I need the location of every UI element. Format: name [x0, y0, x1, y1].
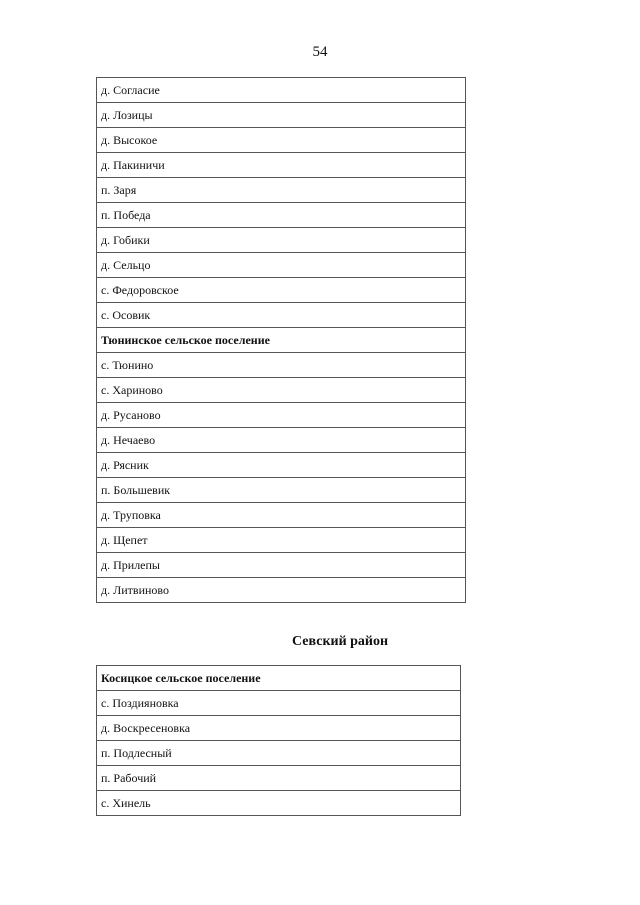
- settlement-cell: с. Хинель: [97, 791, 461, 816]
- settlement-cell: д. Щепет: [97, 528, 466, 553]
- settlement-cell: с. Поздияновка: [97, 691, 461, 716]
- table-row: [97, 503, 466, 528]
- settlement-cell: д. Высокое: [97, 128, 466, 153]
- settlement-cell: с. Тюнино: [97, 353, 466, 378]
- table-row: [97, 791, 461, 816]
- settlement-cell: п. Победа: [97, 203, 466, 228]
- table-row: [97, 578, 466, 603]
- settlement-cell: д. Труповка: [97, 503, 466, 528]
- table-row: [97, 528, 466, 553]
- table-row: [97, 178, 466, 203]
- settlement-cell: с. Федоровское: [97, 278, 466, 303]
- settlement-cell: д. Пакиничи: [97, 153, 466, 178]
- settlement-cell: с. Хариново: [97, 378, 466, 403]
- table-row: [97, 103, 466, 128]
- table-row: [97, 228, 466, 253]
- section-header-row: [97, 666, 461, 691]
- settlement-cell: д. Рясник: [97, 453, 466, 478]
- table-row: [97, 153, 466, 178]
- table-row: [97, 353, 466, 378]
- table-row: [97, 78, 466, 103]
- table-row: [97, 403, 466, 428]
- settlement-cell: д. Гобики: [97, 228, 466, 253]
- settlement-cell: д. Лозицы: [97, 103, 466, 128]
- table-row: [97, 553, 466, 578]
- section-header-cell: Косицкое сельское поселение: [97, 666, 461, 691]
- table-row: [97, 716, 461, 741]
- table-row: [97, 453, 466, 478]
- settlement-cell: д. Согласие: [97, 78, 466, 103]
- table-row: [97, 303, 466, 328]
- settlement-cell: п. Подлесный: [97, 741, 461, 766]
- settlement-cell: п. Рабочий: [97, 766, 461, 791]
- table-row: [97, 278, 466, 303]
- table-row: [97, 128, 466, 153]
- settlements-table-2: [96, 665, 461, 816]
- table-row: [97, 378, 466, 403]
- settlement-cell: д. Нечаево: [97, 428, 466, 453]
- settlement-cell: п. Заря: [97, 178, 466, 203]
- table-row: [97, 741, 461, 766]
- settlement-cell: п. Большевик: [97, 478, 466, 503]
- table-row: [97, 691, 461, 716]
- settlement-cell: д. Литвиново: [97, 578, 466, 603]
- settlement-cell: д. Русаново: [97, 403, 466, 428]
- district-heading: Севский район: [292, 634, 389, 649]
- page-number: 54: [312, 44, 328, 60]
- settlement-cell: д. Прилепы: [97, 553, 466, 578]
- settlement-cell: д. Сельцо: [97, 253, 466, 278]
- table-row: [97, 428, 466, 453]
- section-header-cell: Тюнинское сельское поселение: [97, 328, 466, 353]
- table-row: [97, 203, 466, 228]
- settlement-cell: д. Воскресеновка: [97, 716, 461, 741]
- settlement-cell: с. Осовик: [97, 303, 466, 328]
- table-row: [97, 766, 461, 791]
- table-row: [97, 478, 466, 503]
- table-row: [97, 253, 466, 278]
- section-header-row: [97, 328, 466, 353]
- settlements-table-1: [96, 77, 466, 603]
